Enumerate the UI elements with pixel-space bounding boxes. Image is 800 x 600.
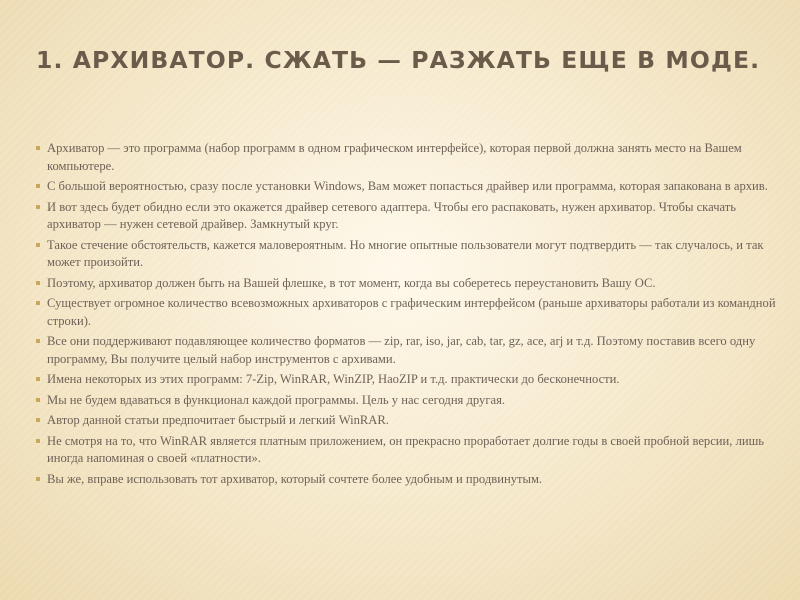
bullet-item — [36, 178, 776, 196]
bullet-item — [36, 333, 776, 368]
bullet-item — [36, 140, 776, 175]
bullet-text: Не смотря на то, что WinRAR является платным приложением, он прекрасно проработает долгие годы в своей пробной версии, лишь иногда напоминая о своей «платности». — [47, 433, 765, 465]
bullet-marker-icon — [36, 339, 40, 343]
bullet-text: Существует огромное количество всевозможных архиваторов с графическим интерфейсом (раньше архиваторы работали из командной строки). — [47, 296, 776, 328]
bullet-list — [36, 140, 776, 488]
slide-content — [36, 140, 776, 491]
bullet-text: Архиватор — это программа (набор программ в одном графическом интерфейсе), которая первой должна занять место на Вашем компьютере. — [47, 141, 742, 173]
bullet-text: Поэтому, архиватор должен быть на Вашей флешке, в тот момент, когда вы соберетесь переустановить Вашу ОС. — [47, 275, 656, 290]
bullet-item — [36, 371, 776, 389]
bullet-item — [36, 295, 776, 330]
bullet-text: С большой вероятностью, сразу после установки Windows, Вам может попасться драйвер или программа, которая запакована в архив. — [47, 179, 768, 193]
bullet-item — [36, 392, 776, 410]
bullet-text: Имена некоторых из этих программ: 7-Zip, WinRAR, WinZIP, HaoZIP и т.д. практически до бесконечности. — [47, 372, 620, 386]
bullet-marker-icon — [36, 205, 40, 209]
bullet-marker-icon — [36, 439, 40, 443]
bullet-marker-icon — [36, 301, 40, 305]
bullet-text: И вот здесь будет обидно если это окажется драйвер сетевого адаптера. Чтобы его распаковать, нужен архиватор. Чтобы скачать архиватор — нужен сетевой драйвер. Замкнутый круг. — [47, 199, 737, 231]
bullet-text: Такое стечение обстоятельств, кажется маловероятным. Но многие опытные пользователи могут подтвердить — так случалось, и так может произойти. — [47, 237, 764, 269]
bullet-item — [36, 275, 776, 293]
bullet-text: Автор данной статьи предпочитает быстрый и легкий WinRAR. — [47, 413, 389, 427]
bullet-item — [36, 471, 776, 489]
bullet-marker-icon — [36, 281, 40, 285]
bullet-text: Все они поддерживают подавляющее количество форматов — zip, rar, iso, jar, cab, tar, gz, ace, arj и т.д. Поэтому поставив всего одну программу, Вы получите целый набор инструментов с архивами. — [47, 334, 756, 366]
bullet-marker-icon — [36, 418, 40, 422]
bullet-marker-icon — [36, 477, 40, 481]
bullet-text: Вы же, вправе использовать тот архиватор, который сочтете более удобным и продвинутым. — [47, 471, 543, 486]
bullet-item — [36, 412, 776, 430]
bullet-marker-icon — [36, 398, 40, 402]
bullet-text: Мы не будем вдаваться в функционал каждой программы. Цель у нас сегодня другая. — [47, 392, 506, 407]
bullet-marker-icon — [36, 243, 40, 247]
slide-title: 1. АРХИВАТОР. СЖАТЬ — РАЗЖАТЬ ЕЩЕ В МОДЕ. — [36, 46, 761, 74]
bullet-item — [36, 433, 776, 468]
bullet-marker-icon — [36, 184, 40, 188]
bullet-marker-icon — [36, 377, 40, 381]
bullet-marker-icon — [36, 146, 40, 150]
bullet-item — [36, 199, 776, 234]
bullet-item — [36, 237, 776, 272]
